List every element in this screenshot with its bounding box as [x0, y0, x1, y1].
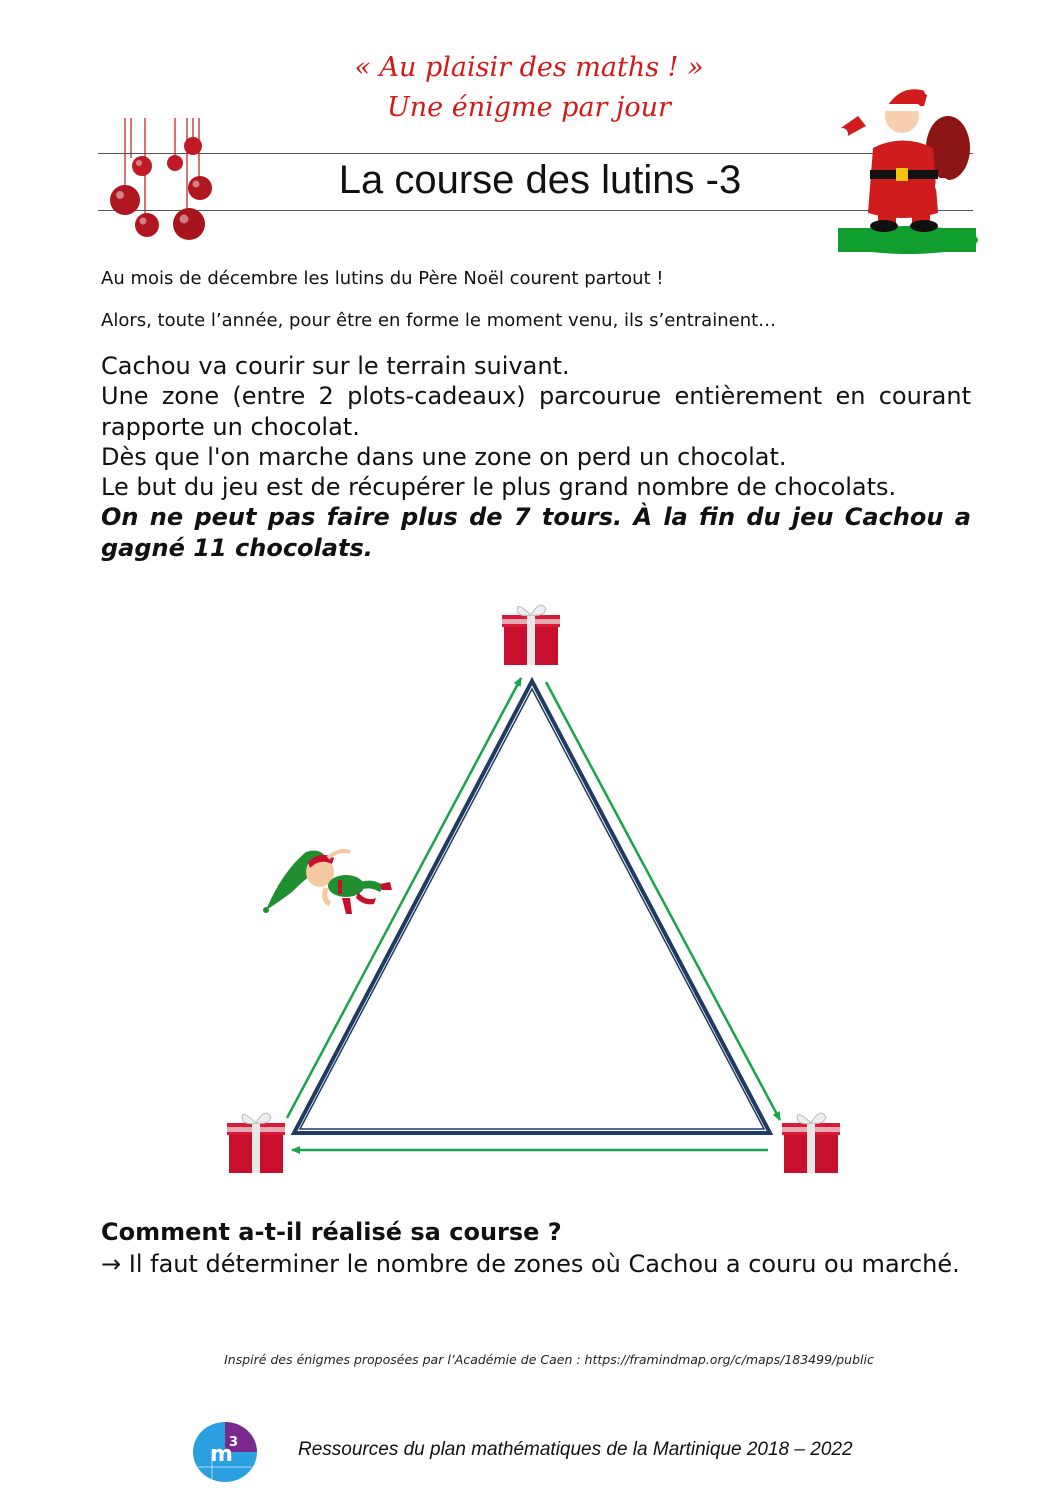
footer-text: Ressources du plan mathématiques de la Martinique 2018 – 2022 [298, 1439, 853, 1460]
rule-line: Une zone (entre 2 plots-cadeaux) parcourue entièrement en courant rapporte un chocolat. [101, 382, 971, 441]
logo-superscript: 3 [229, 1435, 239, 1450]
elf-icon [262, 842, 397, 924]
gift-icon [780, 1111, 842, 1175]
intro-line-2: Alors, toute l’année, pour être en forme le moment venu, ils s’entrainent… [101, 310, 777, 331]
answer-hint: → Il faut déterminer le nombre de zones où Cachou a couru ou marché. [101, 1250, 960, 1278]
gift-icon [500, 603, 562, 667]
m3-logo-icon [192, 1421, 258, 1483]
intro-line-1: Au mois de décembre les lutins du Père Noël courent partout ! [101, 268, 664, 289]
question-heading: Comment a-t-il réalisé sa course ? [101, 1218, 562, 1246]
source-credit: Inspiré des énigmes proposées par l’Académie de Caen : https://framindmap.org/c/maps/183499/public [224, 1352, 874, 1367]
header-subtitle: Une énigme par jour [387, 92, 671, 123]
rule-line: Cachou va courir sur le terrain suivant. [101, 352, 570, 380]
header-tagline: « Au plaisir des maths ! » [354, 52, 704, 83]
challenge-text: On ne peut pas faire plus de 7 tours. À la fin du jeu Cachou a gagné 11 chocolats. [101, 503, 971, 562]
logo-label: m [210, 1442, 233, 1467]
gift-icon [225, 1111, 287, 1175]
direction-arrow-right-down [546, 682, 780, 1120]
rule-line: Le but du jeu est de récupérer le plus grand nombre de chocolats. [101, 473, 897, 502]
page-title: La course des lutins -3 [338, 158, 742, 202]
rule-line: Dès que l'on marche dans une zone on perd un chocolat. [101, 442, 787, 471]
